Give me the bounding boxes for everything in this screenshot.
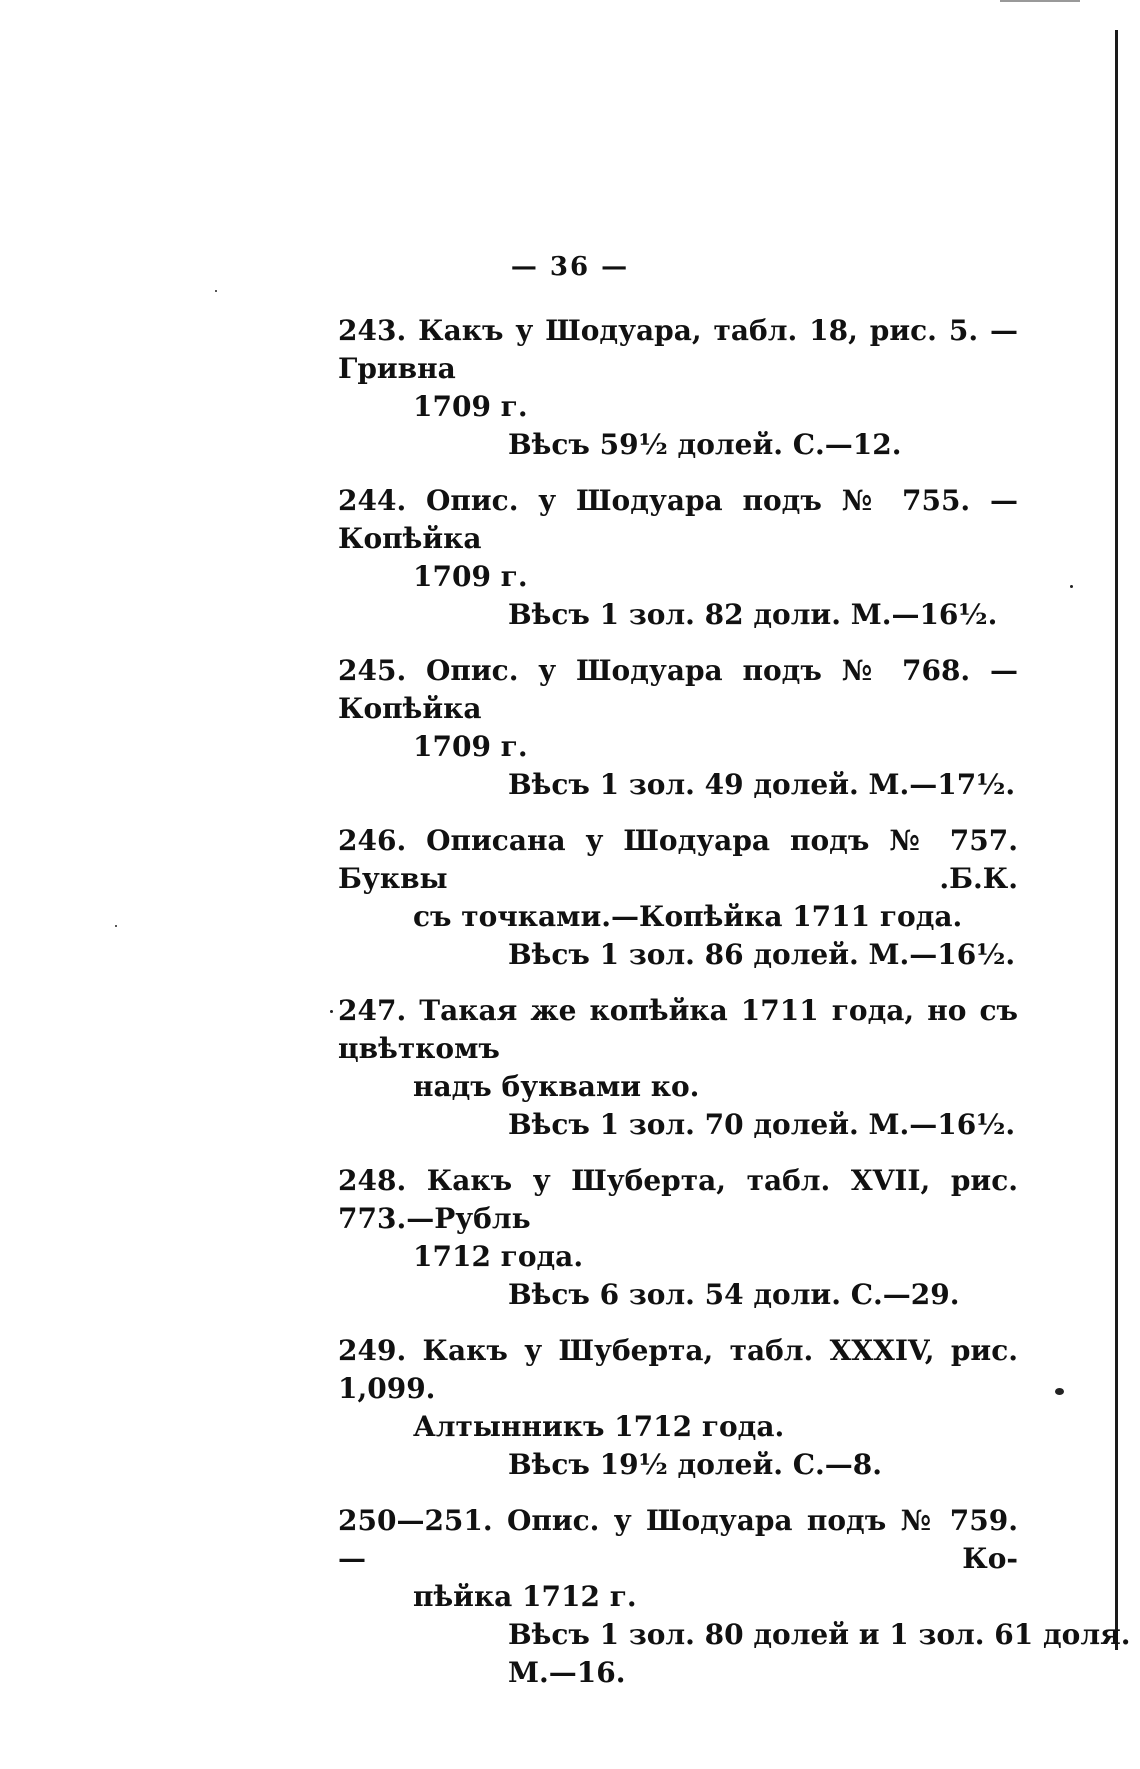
scan-speck [215,290,217,292]
entry-continuation: пѣйка 1712 г. [413,1580,637,1613]
entry-first-line: 248. Какъ у Шуберта, табл. XVII, рис. 773.—Рубль [338,1164,1018,1235]
entry-weight: Вѣсъ 1 зол. 70 долей. М.—16½. [508,1108,1016,1141]
entry-continuation: Алтынникъ 1712 года. [413,1410,785,1443]
catalog-entries [338,312,1131,1710]
entry-first-line: 243. Какъ у Шодуара, табл. 18, рис. 5. — Гривна [338,314,1018,385]
entry-243 [338,312,1018,464]
entry-247 [338,992,1018,1144]
entry-weight: Вѣсъ 1 зол. 82 доли. М.—16½. [508,598,998,631]
scan-speck [330,1010,333,1013]
entry-continuation: 1709 г. [413,390,528,423]
entry-weight: Вѣсъ 6 зол. 54 доли. С.—29. [508,1278,960,1311]
entry-continuation: 1709 г. [413,730,528,763]
entry-weight-continued: М.—16. [508,1656,626,1689]
entry-first-line: 246. Описана у Шодуара подъ № 757. Буквы .Б.К. [338,824,1018,895]
scan-speck [1070,585,1073,588]
entry-weight: Вѣсъ 59½ долей. С.—12. [508,428,902,461]
entry-244 [338,482,1018,634]
entry-weight: Вѣсъ 1 зол. 86 долей. М.—16½. [508,938,1016,971]
entry-continuation: надъ буквами ко. [413,1070,700,1103]
entry-weight: Вѣсъ 1 зол. 49 долей. М.—17½. [508,768,1016,801]
entry-continuation: 1709 г. [413,560,528,593]
entry-first-line: 247. Такая же копѣйка 1711 года, но съ цвѣткомъ [338,994,1018,1065]
entry-continuation: съ точками.—Копѣйка 1711 года. [413,900,963,933]
entry-weight: Вѣсъ 19½ долей. С.—8. [508,1448,882,1481]
entry-continuation: 1712 года. [413,1240,584,1273]
entry-249 [338,1332,1018,1484]
entry-weight: Вѣсъ 1 зол. 80 долей и 1 зол. 61 доля. [508,1618,1131,1651]
entry-246 [338,822,1018,974]
page-number: — 36 — [510,252,630,282]
scan-edge-top [1000,0,1080,2]
entry-first-line: 245. Опис. у Шодуара подъ № 768. — Копѣйка [338,654,1018,725]
entry-245 [338,652,1018,804]
entry-248 [338,1162,1018,1314]
entry-250-251 [338,1502,1131,1692]
entry-first-line: 250—251. Опис. у Шодуара подъ № 759. — Ко- [338,1504,1018,1575]
entry-first-line: 249. Какъ у Шуберта, табл. XXXIV, рис. 1,099. [338,1334,1018,1405]
entry-first-line: 244. Опис. у Шодуара подъ № 755. — Копѣйка [338,484,1018,555]
scan-speck [115,925,117,927]
scan-speck [1055,1388,1064,1395]
